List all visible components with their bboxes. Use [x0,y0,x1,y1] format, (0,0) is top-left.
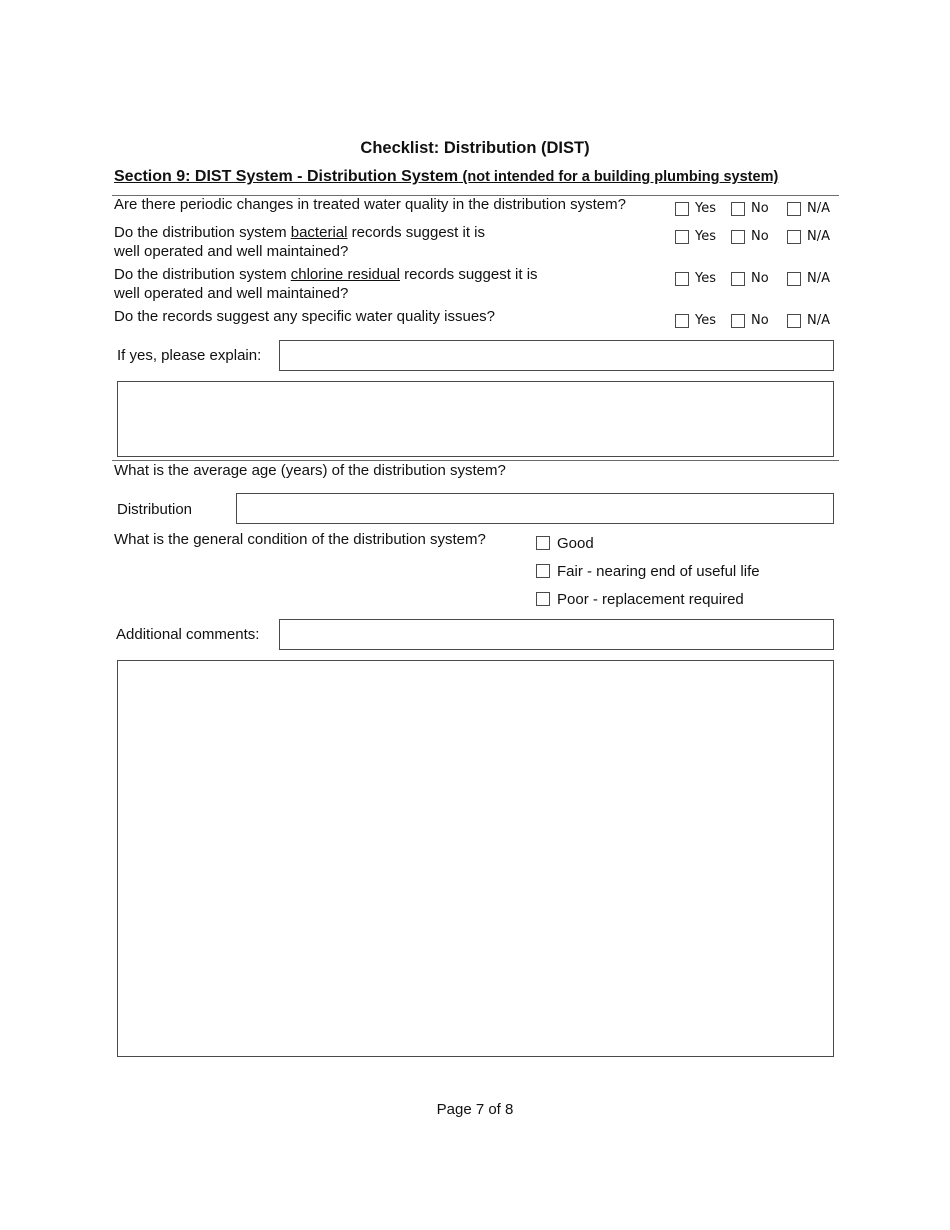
option-condition-fair[interactable]: Fair - nearing end of useful life [536,562,760,580]
option-yes-chlorine-residual[interactable]: Yes [675,271,716,286]
comments-input[interactable] [279,619,834,650]
checkbox[interactable] [787,314,801,328]
option-na-chlorine-residual[interactable]: N/A [787,271,830,286]
option-yes-bacterial-records[interactable]: Yes [675,229,716,244]
checkbox[interactable] [731,202,745,216]
section-subheading: (not intended for a building plumbing system) [462,169,779,185]
question-water-quality-issues: Do the records suggest any specific water quality issues? [114,308,496,325]
checkbox[interactable] [675,272,689,286]
page-number: Page 7 of 8 [436,1101,514,1118]
term-chlorine-residual: chlorine residual [290,266,400,283]
explain-textarea[interactable] [117,381,834,457]
question-general-condition: What is the general condition of the distribution system? [114,531,486,548]
option-condition-good[interactable]: Good [536,534,594,552]
option-yes-water-quality-issues[interactable]: Yes [675,313,716,328]
distribution-label: Distribution [117,501,193,518]
checkbox[interactable] [536,536,550,550]
question-periodic-changes: Are there periodic changes in treated water quality in the distribution system? [114,196,626,213]
checkbox[interactable] [675,230,689,244]
checkbox[interactable] [787,202,801,216]
options-bacterial-records [675,229,840,247]
checkbox[interactable] [536,564,550,578]
checkbox[interactable] [731,230,745,244]
section-heading [114,168,778,186]
checkbox[interactable] [675,202,689,216]
option-yes-periodic-changes[interactable]: Yes [675,201,716,216]
checkbox[interactable] [731,314,745,328]
section-heading-main: Section 9: DIST System - Distribution System [114,168,459,185]
option-no-periodic-changes[interactable]: No [731,201,769,216]
options-water-quality-issues [675,313,840,331]
question-chlorine-residual-records: Do the distribution system chlorine residual records suggest it is well operated and well maintained? [114,266,538,302]
page-title: Checklist: Distribution (DIST) [360,139,590,157]
question-average-age: What is the average age (years) of the distribution system? [114,462,506,479]
comments-textarea[interactable] [117,660,834,1057]
option-no-bacterial-records[interactable]: No [731,229,769,244]
term-bacterial: bacterial [290,224,348,241]
explain-input[interactable] [279,340,834,371]
options-chlorine-residual-records [675,271,840,289]
checkbox[interactable] [536,592,550,606]
option-no-chlorine-residual[interactable]: No [731,271,769,286]
checkbox[interactable] [787,230,801,244]
comments-label: Additional comments: [116,626,260,643]
distribution-age-input[interactable] [236,493,834,524]
checkbox[interactable] [675,314,689,328]
checkbox[interactable] [731,272,745,286]
option-na-periodic-changes[interactable]: N/A [787,201,830,216]
option-no-water-quality-issues[interactable]: No [731,313,769,328]
option-condition-poor[interactable]: Poor - replacement required [536,590,744,608]
explain-label: If yes, please explain: [117,347,262,364]
option-na-water-quality-issues[interactable]: N/A [787,313,830,328]
checkbox[interactable] [787,272,801,286]
options-periodic-changes [675,201,840,219]
option-na-bacterial-records[interactable]: N/A [787,229,830,244]
question-bacterial-records: Do the distribution system bacterial records suggest it is well operated and well maintained? [114,224,486,260]
